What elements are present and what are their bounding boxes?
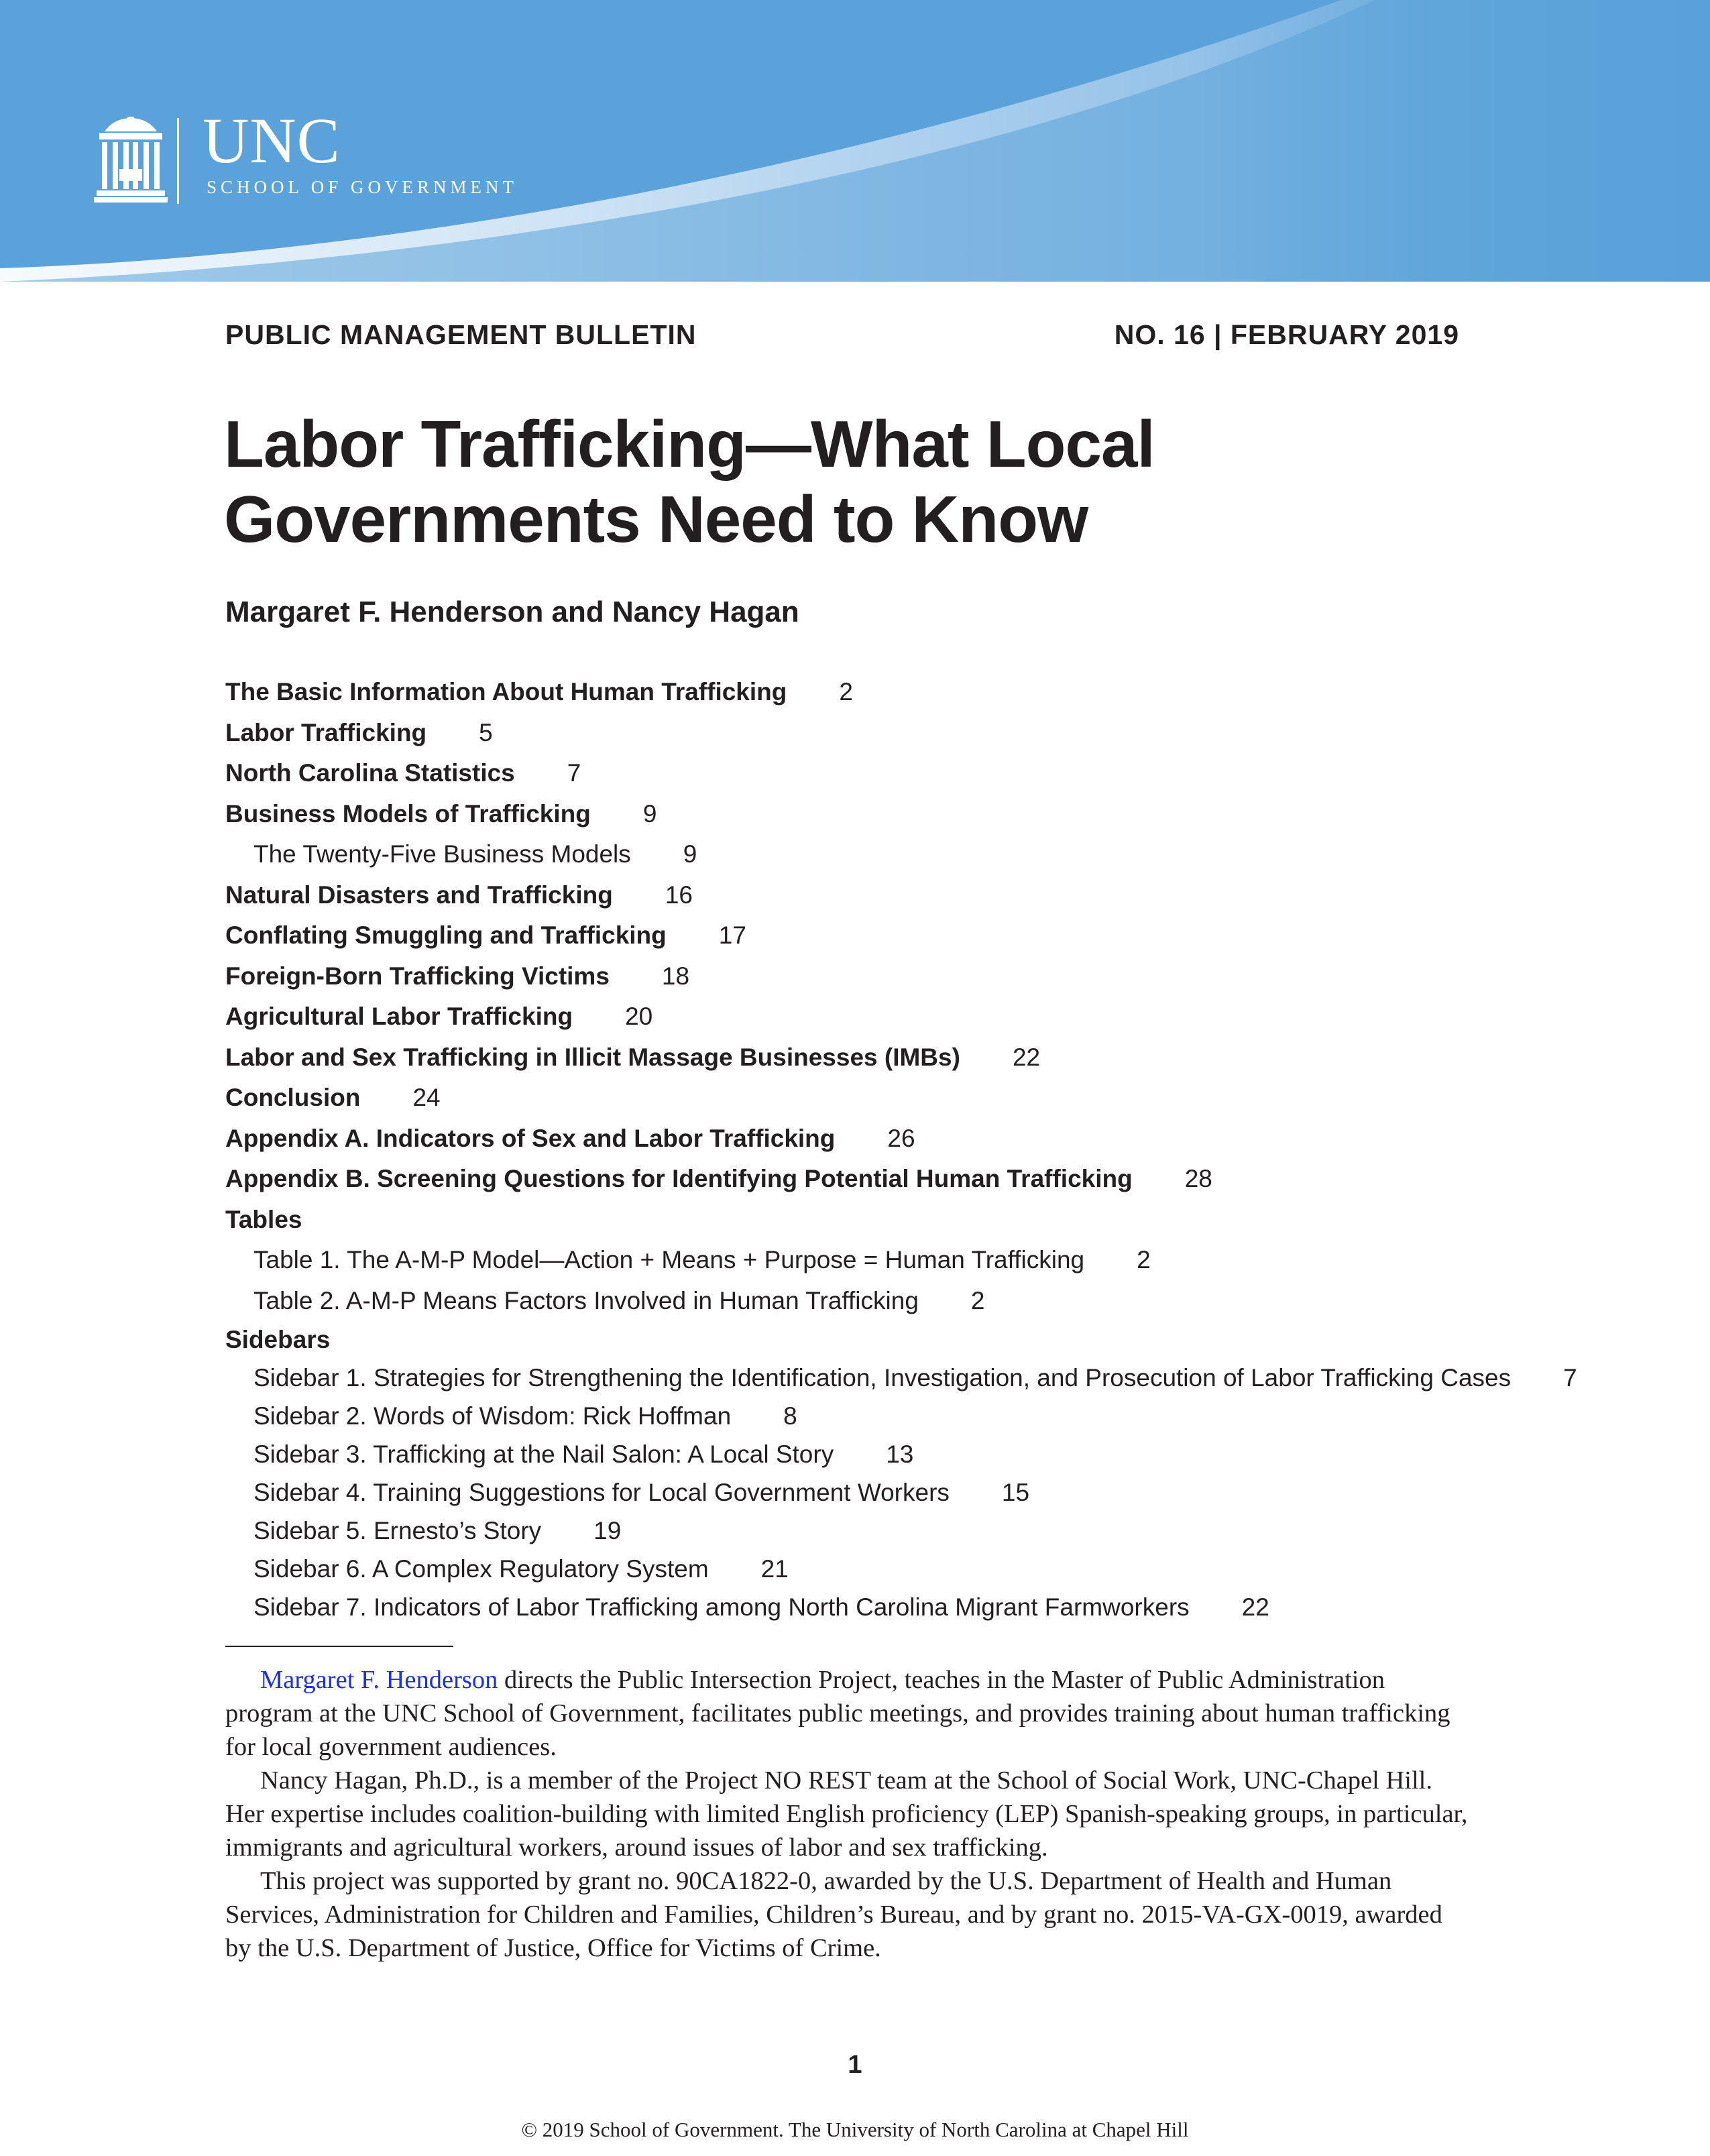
- series-name: PUBLIC MANAGEMENT BULLETIN: [225, 319, 697, 350]
- toc-entry-label: Agricultural Labor Trafficking: [225, 1003, 573, 1030]
- toc-entry-label: Sidebar 3. Trafficking at the Nail Salon: A Local Story: [253, 1440, 834, 1468]
- toc-entry[interactable]: [225, 875, 1566, 916]
- toc-entry-page: 2: [839, 678, 853, 705]
- table-of-contents: [225, 672, 1577, 1626]
- toc-entry-page: 16: [665, 881, 693, 909]
- toc-entry-page: 21: [760, 1555, 789, 1583]
- toc-entry-page: 19: [593, 1517, 622, 1544]
- toc-entry-label: Table 1. The A-M-P Model—Action + Means + Purpose = Human Trafficking: [253, 1246, 1085, 1273]
- toc-entry[interactable]: [225, 1435, 1566, 1473]
- toc-entry[interactable]: [225, 672, 1566, 713]
- toc-entry-page: 5: [479, 718, 493, 746]
- toc-entry-label: Sidebar 6. A Complex Regulatory System: [253, 1555, 709, 1583]
- toc-entry-page: 22: [1241, 1593, 1269, 1621]
- toc-entry-label: Labor Trafficking: [225, 718, 427, 746]
- toc-entry[interactable]: [225, 794, 1566, 835]
- toc-entry-label: Sidebar 7. Indicators of Labor Trafficking among North Carolina Migrant Farmworkers: [253, 1593, 1190, 1621]
- toc-entry[interactable]: [225, 834, 1566, 875]
- logo-divider: [177, 118, 179, 204]
- toc-entry[interactable]: [225, 1200, 1566, 1241]
- toc-entry-label: Appendix B. Screening Questions for Identifying Potential Human Trafficking: [225, 1165, 1133, 1192]
- toc-entry-label: Sidebar 5. Ernesto’s Story: [253, 1517, 542, 1544]
- toc-entry-page: 9: [642, 799, 657, 828]
- document-title: [224, 406, 1498, 557]
- toc-entry[interactable]: [225, 915, 1566, 956]
- toc-entry-label: Conflating Smuggling and Trafficking: [225, 921, 667, 949]
- toc-entry-label: Business Models of Trafficking: [225, 799, 591, 828]
- toc-entry-page: 13: [886, 1440, 914, 1468]
- toc-entry-label: North Carolina Statistics: [225, 759, 515, 787]
- toc-entry-page: 18: [661, 962, 690, 990]
- toc-entry-label: Table 2. A-M-P Means Factors Involved in Human Trafficking: [253, 1286, 919, 1314]
- toc-entry-label: Sidebar 2. Words of Wisdom: Rick Hoffman: [253, 1402, 732, 1430]
- toc-entry[interactable]: [225, 1281, 1566, 1322]
- toc-entry-label: Tables: [225, 1205, 302, 1233]
- toc-entry-page: 15: [1001, 1479, 1030, 1506]
- toc-entry-page: 2: [970, 1286, 985, 1314]
- toc-entry[interactable]: [225, 1397, 1566, 1435]
- author-link-henderson[interactable]: Margaret F. Henderson: [260, 1666, 498, 1694]
- toc-entry-label: Labor and Sex Trafficking in Illicit Massage Businesses (IMBs): [225, 1043, 960, 1071]
- title-line-2: Governments Need to Know: [224, 482, 1088, 556]
- toc-entry[interactable]: [225, 753, 1566, 794]
- page-number: 1: [848, 2051, 862, 2079]
- toc-entry[interactable]: [225, 1321, 1566, 1359]
- toc-entry-page: 22: [1012, 1043, 1041, 1071]
- toc-entry[interactable]: [225, 997, 1566, 1037]
- toc-entry[interactable]: [225, 1512, 1566, 1550]
- toc-entry[interactable]: [225, 1240, 1566, 1281]
- logo-subtitle: SCHOOL OF GOVERNMENT: [207, 177, 518, 197]
- author-footnotes: [225, 1663, 1473, 1965]
- toc-entry-page: 20: [625, 1003, 653, 1030]
- toc-entry-page: 24: [412, 1084, 441, 1111]
- toc-entry-page: 7: [1563, 1364, 1577, 1392]
- toc-entry[interactable]: [225, 1037, 1566, 1078]
- title-line-1: Labor Trafficking—What Local: [224, 407, 1155, 481]
- toc-entry[interactable]: [225, 1588, 1566, 1626]
- footnote-hagan: Nancy Hagan, Ph.D., is a member of the Project NO REST team at the School of Social Work, UNC-Chapel Hill. Her expertise includes coalition-building with limited English proficiency (LEP) Spanish-speaking groups, in particular, immigrants and agricultural workers, around issues of labor and sex trafficking.: [225, 1766, 1468, 1862]
- old-well-icon: [94, 117, 168, 205]
- toc-entry-page: 8: [783, 1402, 797, 1430]
- toc-entry[interactable]: [225, 1550, 1566, 1588]
- footnote-henderson: [225, 1663, 1473, 1764]
- toc-entry-page: 7: [567, 759, 581, 787]
- toc-entry[interactable]: [225, 713, 1566, 754]
- toc-entry-label: Foreign-Born Trafficking Victims: [225, 962, 610, 990]
- toc-entry[interactable]: [225, 1119, 1566, 1159]
- toc-entry-label: Conclusion: [225, 1084, 361, 1111]
- toc-entry[interactable]: [225, 1078, 1566, 1119]
- unc-logo[interactable]: [94, 105, 523, 209]
- header-band: [0, 0, 1710, 282]
- logo-wordmark: UNC: [203, 105, 341, 176]
- toc-entry[interactable]: [225, 1359, 1577, 1397]
- toc-entry-page: 9: [683, 840, 697, 868]
- toc-entry-page: 2: [1137, 1246, 1151, 1273]
- footnote-funding: This project was supported by grant no. 90CA1822-0, awarded by the U.S. Department of Health and Human Services, Administration for Children and Families, Children’s Bureau, and by grant no. 2015-VA-GX-0019, awarded by the U.S. Department of Justice, Office for Victims of Crime.: [225, 1867, 1442, 1962]
- footnote-divider: [225, 1646, 453, 1647]
- toc-entry[interactable]: [225, 1473, 1566, 1512]
- toc-entry-label: The Twenty-Five Business Models: [253, 840, 631, 868]
- toc-entry-label: The Basic Information About Human Trafficking: [225, 678, 787, 705]
- toc-entry-page: 26: [887, 1124, 915, 1152]
- toc-entry[interactable]: [225, 956, 1566, 997]
- authors: Margaret F. Henderson and Nancy Hagan: [225, 595, 799, 628]
- toc-entry-label: Natural Disasters and Trafficking: [225, 881, 613, 909]
- copyright-notice: © 2019 School of Government. The University of North Carolina at Chapel Hill: [521, 2118, 1189, 2141]
- toc-entry[interactable]: [225, 1159, 1566, 1200]
- toc-entry-label: Sidebar 1. Strategies for Strengthening the Identification, Investigation, and Prosecution of Labor Trafficking Cases: [253, 1364, 1512, 1392]
- toc-entry-label: Appendix A. Indicators of Sex and Labor Trafficking: [225, 1124, 836, 1152]
- toc-entry-page: 28: [1184, 1165, 1212, 1192]
- issue-number-date: NO. 16 | FEBRUARY 2019: [1114, 319, 1459, 350]
- footnote-henderson-text: directs the Public Intersection Project, teaches in the Master of Public Administration program at the UNC School of Government, facilitates public meetings, and provides training about human trafficking for local government audiences.: [225, 1666, 1450, 1761]
- toc-entry-page: 17: [718, 921, 746, 949]
- toc-entry-label: Sidebar 4. Training Suggestions for Local Government Workers: [253, 1479, 950, 1506]
- toc-entry-label: Sidebars: [225, 1326, 331, 1353]
